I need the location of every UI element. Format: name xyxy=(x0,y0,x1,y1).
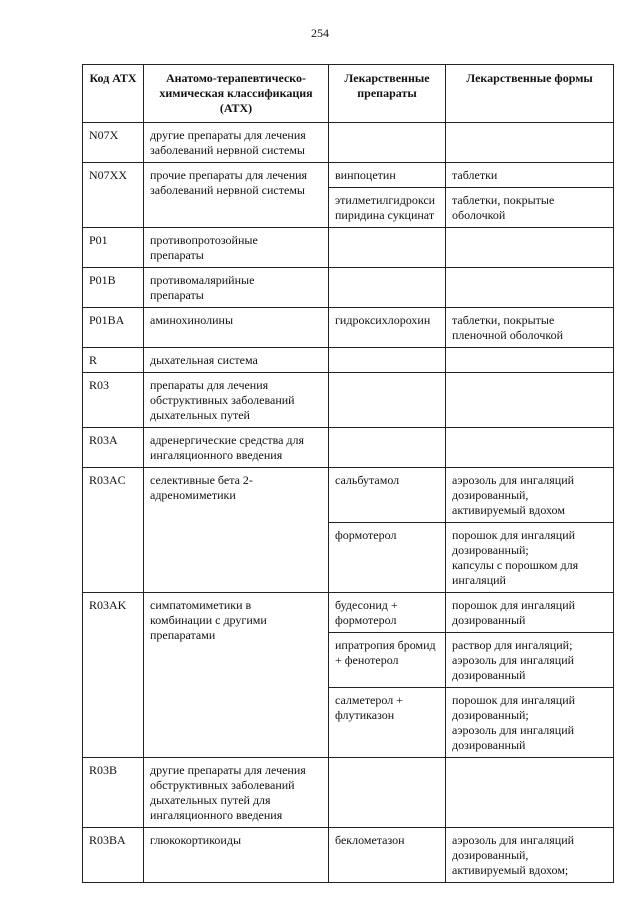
atc-code-cell: R03B xyxy=(83,758,144,828)
drug-name-cell: этилметилгидрокси пиридина сукцинат xyxy=(329,188,446,228)
dosage-form-cell: порошок для ингаляций дозированный xyxy=(446,593,614,633)
classification-cell: адренергические средства для ингаляционного введения xyxy=(144,428,329,468)
drug-name-cell xyxy=(329,428,446,468)
page-number: 254 xyxy=(311,26,329,40)
table-row xyxy=(83,373,614,428)
dosage-form-cell xyxy=(446,348,614,373)
dosage-form-cell: таблетки, покрытые оболочкой xyxy=(446,188,614,228)
dosage-form-cell xyxy=(446,373,614,428)
dosage-form-cell: раствор для ингаляций; аэрозоль для ингаляций дозированный xyxy=(446,633,614,688)
classification-cell: прочие препараты для лечения заболеваний нервной системы xyxy=(144,163,329,228)
atc-code-cell: R xyxy=(83,348,144,373)
dosage-form-cell: порошок для ингаляций дозированный; капсулы с порошком для ингаляций xyxy=(446,523,614,593)
atc-code-cell: R03 xyxy=(83,373,144,428)
header-classification: Анатомо-терапевтическо- химическая классификация (АТХ) xyxy=(144,65,329,123)
table-row xyxy=(83,428,614,468)
atc-code-cell: R03A xyxy=(83,428,144,468)
drug-name-cell xyxy=(329,348,446,373)
header-atc-code: Код АТХ xyxy=(83,65,144,123)
drug-name-cell xyxy=(329,228,446,268)
atc-code-cell: R03AK xyxy=(83,593,144,758)
drug-name-cell xyxy=(329,758,446,828)
classification-cell: глюкокортикоиды xyxy=(144,828,329,883)
dosage-form-cell: таблетки, покрытые пленочной оболочкой xyxy=(446,308,614,348)
drug-name-cell xyxy=(329,373,446,428)
drug-name-cell: гидроксихлорохин xyxy=(329,308,446,348)
atc-code-cell: P01B xyxy=(83,268,144,308)
dosage-form-cell: аэрозоль для ингаляций дозированный, активируемый вдохом; xyxy=(446,828,614,883)
atc-code-cell: N07XX xyxy=(83,163,144,228)
drug-name-cell: ипратропия бромид + фенотерол xyxy=(329,633,446,688)
atc-code-cell: P01 xyxy=(83,228,144,268)
table-row xyxy=(83,828,614,883)
atc-code-cell: R03BA xyxy=(83,828,144,883)
table-body xyxy=(83,123,614,883)
atc-code-cell: R03AC xyxy=(83,468,144,593)
classification-cell: аминохинолины xyxy=(144,308,329,348)
dosage-form-cell: аэрозоль для ингаляций дозированный, активируемый вдохом xyxy=(446,468,614,523)
drug-name-cell: формотерол xyxy=(329,523,446,593)
table-row xyxy=(83,268,614,308)
dosage-form-cell: порошок для ингаляций дозированный; аэрозоль для ингаляций дозированный xyxy=(446,688,614,758)
table-row xyxy=(83,308,614,348)
drug-name-cell xyxy=(329,123,446,163)
table-row xyxy=(83,348,614,373)
dosage-form-cell xyxy=(446,228,614,268)
drug-name-cell: салметерол + флутиказон xyxy=(329,688,446,758)
atc-table xyxy=(82,64,614,883)
dosage-form-cell xyxy=(446,428,614,468)
drug-name-cell: будесонид + формотерол xyxy=(329,593,446,633)
table-row xyxy=(83,593,614,633)
classification-cell: селективные бета 2- адреномиметики xyxy=(144,468,329,593)
table-row xyxy=(83,758,614,828)
drug-name-cell: беклометазон xyxy=(329,828,446,883)
header-dosage-forms: Лекарственные формы xyxy=(446,65,614,123)
drug-name-cell: винпоцетин xyxy=(329,163,446,188)
classification-cell: симпатомиметики в комбинации с другими препаратами xyxy=(144,593,329,758)
drug-name-cell: сальбутамол xyxy=(329,468,446,523)
classification-cell: дыхательная система xyxy=(144,348,329,373)
atc-code-cell: N07X xyxy=(83,123,144,163)
table-row xyxy=(83,123,614,163)
classification-cell: противомалярийные препараты xyxy=(144,268,329,308)
dosage-form-cell xyxy=(446,268,614,308)
dosage-form-cell xyxy=(446,758,614,828)
dosage-form-cell: таблетки xyxy=(446,163,614,188)
header-row xyxy=(83,65,614,123)
atc-code-cell: P01BA xyxy=(83,308,144,348)
table-row xyxy=(83,163,614,188)
table-row xyxy=(83,228,614,268)
table-row xyxy=(83,468,614,523)
table-header xyxy=(83,65,614,123)
classification-cell: препараты для лечения обструктивных заболеваний дыхательных путей xyxy=(144,373,329,428)
classification-cell: противопротозойные препараты xyxy=(144,228,329,268)
header-drugs: Лекарственные препараты xyxy=(329,65,446,123)
drug-name-cell xyxy=(329,268,446,308)
classification-cell: другие препараты для лечения заболеваний нервной системы xyxy=(144,123,329,163)
classification-cell: другие препараты для лечения обструктивных заболеваний дыхательных путей для ингаляционного введения xyxy=(144,758,329,828)
dosage-form-cell xyxy=(446,123,614,163)
